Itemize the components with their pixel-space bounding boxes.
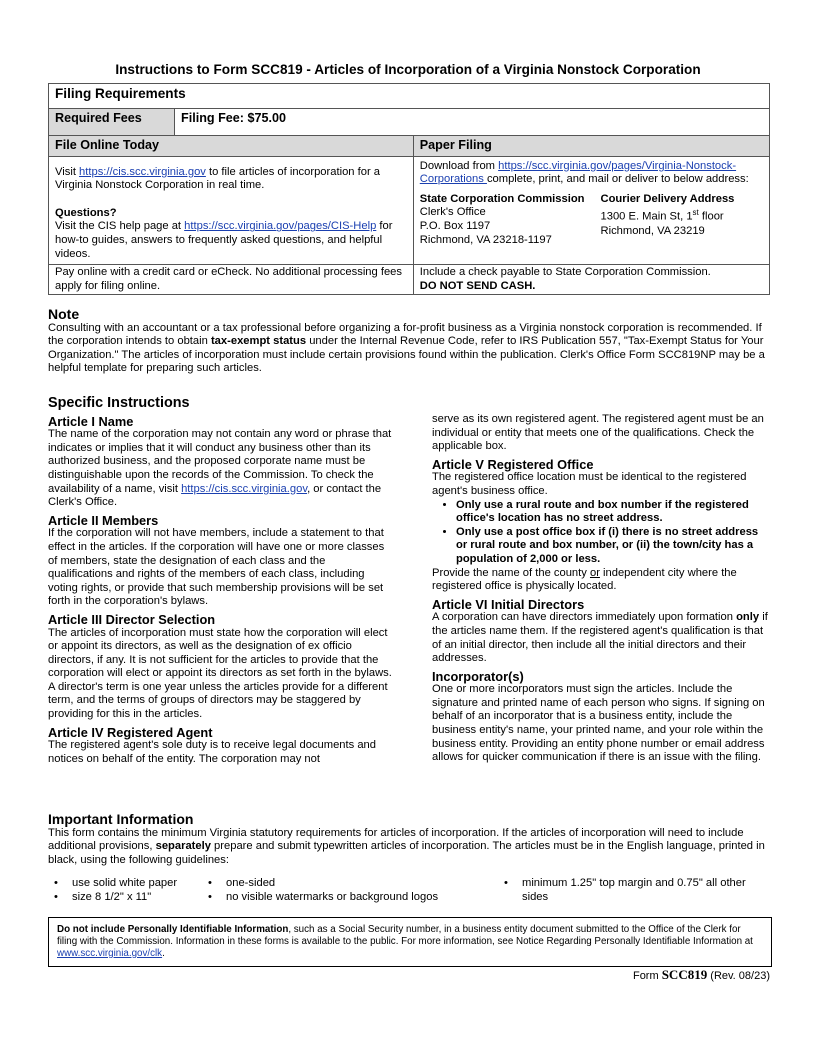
check-payable-text: Include a check payable to State Corporation Commission. — [419, 266, 711, 279]
cis-help-link[interactable]: https://scc.virginia.gov/pages/CIS-Help — [184, 220, 377, 233]
article-6-title: Article VI Initial Directors — [432, 596, 585, 612]
note-heading: Note — [48, 306, 80, 322]
courier-address — [601, 193, 735, 247]
questions-heading: Questions? — [55, 206, 117, 219]
file-online-heading: File Online Today — [49, 136, 414, 157]
scc-address — [420, 193, 585, 247]
scc-line-2: P.O. Box 1197 — [419, 219, 491, 232]
important-post: prepare and submit typewritten articles of incorporation. The articles must be in the English language, printed in black, using the following guidelines: — [48, 840, 765, 866]
article-3-text-1: The articles of incorporation must state how the corporation will elect or appoint its directors, as well as the designation of ex officio directors, if any. It is not sufficient for the articles to provide that the corporation will elect or appoint its directors as set forth in the bylaws. — [48, 626, 392, 680]
article-5-post-or: or — [589, 566, 600, 579]
article-5-bullet-2: • Only use a post office box if (i) there is no street address or rural route and box number, or (ii) the town/city has a population of 2,000 or less. — [456, 526, 768, 567]
important-text — [48, 827, 770, 868]
specific-instructions-heading: Specific Instructions — [48, 395, 190, 411]
note-bold: tax-exempt status — [210, 335, 307, 348]
note-text — [48, 322, 770, 376]
article-2-title: Article II Members — [48, 512, 159, 528]
article-1-text — [48, 428, 393, 510]
article-4-title: Article IV Registered Agent — [48, 724, 213, 740]
guideline-one-sided: • one-sided — [202, 877, 492, 891]
paper-download-post: complete, print, and mail or deliver to below address: — [486, 173, 749, 186]
scc-name: State Corporation Commission — [419, 192, 585, 205]
article-6-pre: A corporation can have directors immediately upon formation — [432, 611, 737, 624]
note-section — [48, 308, 770, 376]
filing-requirements-table — [48, 83, 770, 295]
courier-name: Courier Delivery Address — [600, 192, 735, 205]
courier-line-1: 1300 E. Main St, 1st floor — [600, 208, 724, 224]
important-pre: This form contains the minimum Virginia statutory requirements for articles of incorporation. If the articles of incorporation will need to include additional provisions, — [48, 826, 744, 853]
important-bold: separately — [155, 840, 211, 853]
scc-line-1: Clerk's Office — [419, 206, 486, 219]
paper-download-pre: Download from — [419, 159, 499, 172]
article-5-bullets — [432, 499, 768, 567]
article-4-continued: serve as its own registered agent. The registered agent must be an individual or entity that meets one of the qualifications. Check the applicable box. — [432, 413, 764, 453]
note-pre: Consulting with an accountant or a tax professional before organizing a for-profit business as a Virginia nonstock corporation is recommended. If the corporation intends to obtain — [48, 321, 762, 348]
paper-filing-heading: Paper Filing — [413, 136, 769, 157]
nonstock-forms-link[interactable]: https://scc.virginia.gov/pages/Virginia-Nonstock-Corporations — [419, 159, 737, 186]
guideline-margins: • minimum 1.25" top margin and 0.75" all other sides — [498, 877, 770, 904]
filing-requirements-heading: Filing Requirements — [49, 84, 770, 109]
article-5-post — [432, 567, 768, 594]
note-post: under the Internal Revenue Code, refer to IRS Publication 557, "Tax-Exempt Status for Your Organization." The articles of incorporation must include certain provisions found within the publication. Clerk's Office Form SCC819NP may be a helpful template for preparing such articles. — [48, 335, 765, 375]
article-5-bullet-1: • Only use a rural route and box number if the registered office's location has no street address. — [456, 499, 768, 526]
article-1-body: The name of the corporation may not contain any word or phrase that indicates or implies that it will conduct any business other than its authorized business, and the proposed corporate name must be distinguishable upon the records of the Commission. To check the availability of a name, visit — [48, 428, 392, 495]
article-2-text: If the corporation will not have members, include a statement to that effect in the articles. If the corporation will have one or more classes of members, state the designation of each class and the qualifications and rights of the members of each class, including voting rights, or provide that such membership provisions will be set forth in the corporation's bylaws. — [48, 527, 385, 608]
cis-link[interactable]: https://cis.scc.virginia.gov — [79, 165, 206, 178]
questions-pre: Visit the CIS help page at — [55, 220, 185, 233]
paper-filing-cell — [413, 156, 769, 265]
clk-link[interactable]: www.scc.virginia.gov/clk — [57, 948, 163, 959]
filing-fee-value: Filing Fee: $75.00 — [175, 109, 770, 136]
guidelines-col-2 — [202, 877, 492, 904]
page-title: Instructions to Form SCC819 - Articles of Incorporation of a Virginia Nonstock Corporation — [115, 62, 701, 77]
online-visit-post: to file articles of incorporation for a Virginia Nonstock Corporation in real time. — [55, 165, 381, 192]
online-visit-text — [55, 166, 407, 193]
article-3-text-2: A director's term is one year unless the articles provide for a different term, and the terms of groups of directors may be staggered by providing for this in the articles. — [48, 680, 388, 721]
article-4-text: The registered agent's sole duty is to receive legal documents and notices on behalf of the entity. The corporation may not — [48, 739, 377, 765]
guideline-paper: • use solid white paper — [48, 877, 208, 891]
article-1-title: Article I Name — [48, 413, 134, 429]
article-5-title: Article V Registered Office — [432, 456, 594, 472]
footer-form-code: SCC819 — [661, 967, 708, 982]
required-fees-label: Required Fees — [49, 109, 175, 136]
cis-name-link[interactable]: https://cis.scc.virginia.gov — [181, 482, 308, 495]
paper-download-text — [420, 160, 763, 187]
scc-line-3: Richmond, VA 23218-1197 — [419, 233, 552, 246]
guidelines-col-3 — [498, 877, 770, 904]
article-5-text: The registered office location must be identical to the registered agent's business office. — [432, 471, 747, 497]
form-footer — [633, 968, 770, 984]
courier-line-2: Richmond, VA 23219 — [600, 224, 705, 237]
guideline-watermarks: • no visible watermarks or background logos — [202, 891, 492, 905]
questions-text — [55, 220, 407, 261]
no-cash-warning: DO NOT SEND CASH. — [419, 279, 536, 292]
file-online-cell — [49, 156, 414, 265]
incorporators-text: One or more incorporators must sign the articles. Include the signature and printed name of each person who signs. If signing on behalf of an incorporator that is a business entity, include the business entity's name, your printed name, and your role within the business entity. Providing an entity phone number or email address allows for quicker communication if there is an issue with the filing. — [432, 683, 765, 764]
pii-text: , such as a Social Security number, in a business entity document submitted to the Office of the Clerk for filing with the Commission. Information in these forms is available to the public. For more information, see Notice Regarding Personally Identifiable Information at — [57, 924, 753, 947]
questions-post: for how-to guides, answers to frequently asked questions, and helpful videos. — [55, 220, 393, 260]
article-5-post-end: independent city where the registered office is physically located. — [432, 566, 737, 593]
important-heading: Important Information — [48, 811, 194, 827]
footer-revision: (Rev. 08/23) — [707, 970, 770, 982]
article-1-post: , or contact the Clerk's Office. — [48, 482, 382, 509]
mailing-addresses — [420, 193, 763, 247]
article-5-post-pre: Provide the name of the county — [432, 566, 590, 579]
guidelines-col-1 — [48, 877, 208, 904]
article-6-text — [432, 611, 768, 665]
online-visit-pre: Visit — [55, 165, 80, 178]
pii-bold: Do not include Personally Identifiable Information — [57, 924, 289, 935]
guideline-size: • size 8 1/2" x 11" — [48, 891, 208, 905]
paper-payment-cell — [413, 265, 769, 295]
pii-end: . — [162, 948, 165, 959]
important-section — [48, 813, 770, 867]
article-6-bold: only — [736, 611, 760, 624]
specific-left-column — [48, 397, 393, 766]
incorporators-title: Incorporator(s) — [432, 668, 524, 684]
article-3-title: Article III Director Selection — [48, 611, 216, 627]
online-payment-text: Pay online with a credit card or eCheck. No additional processing fees apply for filing online. — [49, 265, 414, 295]
article-6-post: if the articles name them. If the registered agent's qualification is that of an initial director, then include all the initial directors and their addresses. — [432, 611, 768, 665]
specific-right-column — [432, 413, 768, 765]
pii-notice — [48, 917, 772, 967]
footer-form-label: Form — [632, 970, 662, 982]
